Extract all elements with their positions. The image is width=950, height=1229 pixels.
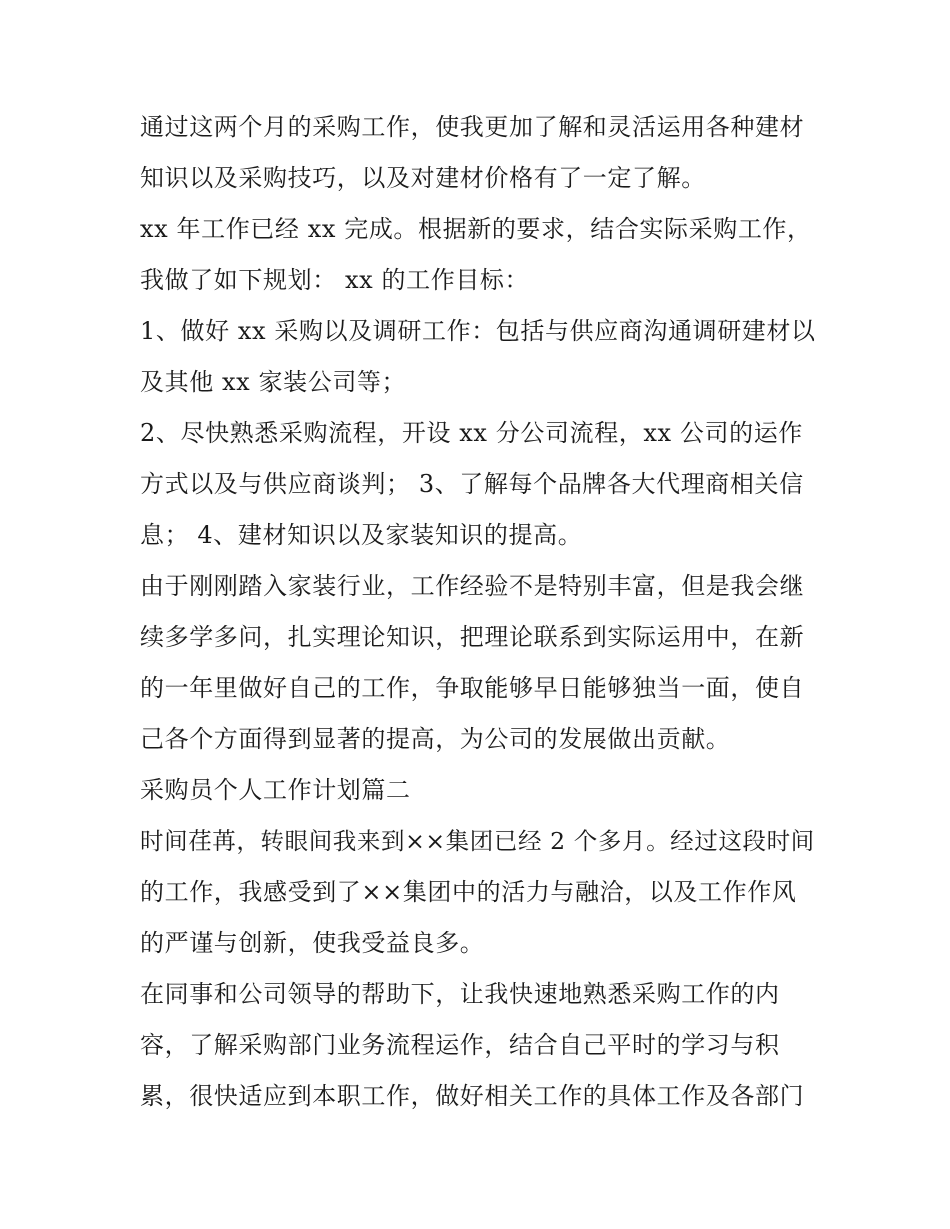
text-line: 通过这两个月的采购工作，使我更加了解和灵活运用各种建材 [140,113,805,141]
text-line: 2、尽快熟悉采购流程，开设 xx 分公司流程，xx 公司的运作 [140,419,803,447]
text-line: 的一年里做好自己的工作，争取能够早日能够独当一面，使自 [140,674,805,702]
text-line: 息； 4、建材知识以及家装知识的提高。 [140,521,583,549]
text-line: 续多学多问，扎实理论知识，把理论联系到实际运用中，在新 [140,623,805,651]
text-line: 容，了解采购部门业务流程运作，结合自己平时的学习与积 [140,1031,780,1059]
section-heading: 采购员个人工作计划篇二 [140,776,411,804]
text-line: 我做了如下规划： xx 的工作目标： [140,266,530,294]
text-line: xx 年工作已经 xx 完成。根据新的要求，结合实际采购工作， [140,215,812,243]
text-line: 方式以及与供应商谈判； 3、了解每个品牌各大代理商相关信 [140,470,804,498]
text-line: 及其他 xx 家装公司等； [140,368,407,396]
text-line: 己各个方面得到显著的提高，为公司的发展做出贡献。 [140,725,731,753]
text-line: 知识以及采购技巧，以及对建材价格有了一定了解。 [140,164,706,192]
text-line: 时间荏苒，转眼间我来到××集团已经 2 个多月。经过这段时间 [140,827,815,855]
text-line: 累，很快适应到本职工作，做好相关工作的具体工作及各部门 [140,1082,805,1110]
text-line: 1、做好 xx 采购以及调研工作：包括与供应商沟通调研建材以 [140,317,816,345]
text-line: 由于刚刚踏入家装行业，工作经验不是特别丰富，但是我会继 [140,572,805,600]
text-line: 的严谨与创新，使我受益良多。 [140,929,485,957]
text-line: 的工作，我感受到了××集团中的活力与融洽，以及工作作风 [140,878,797,906]
text-line: 在同事和公司领导的帮助下，让我快速地熟悉采购工作的内 [140,980,780,1008]
